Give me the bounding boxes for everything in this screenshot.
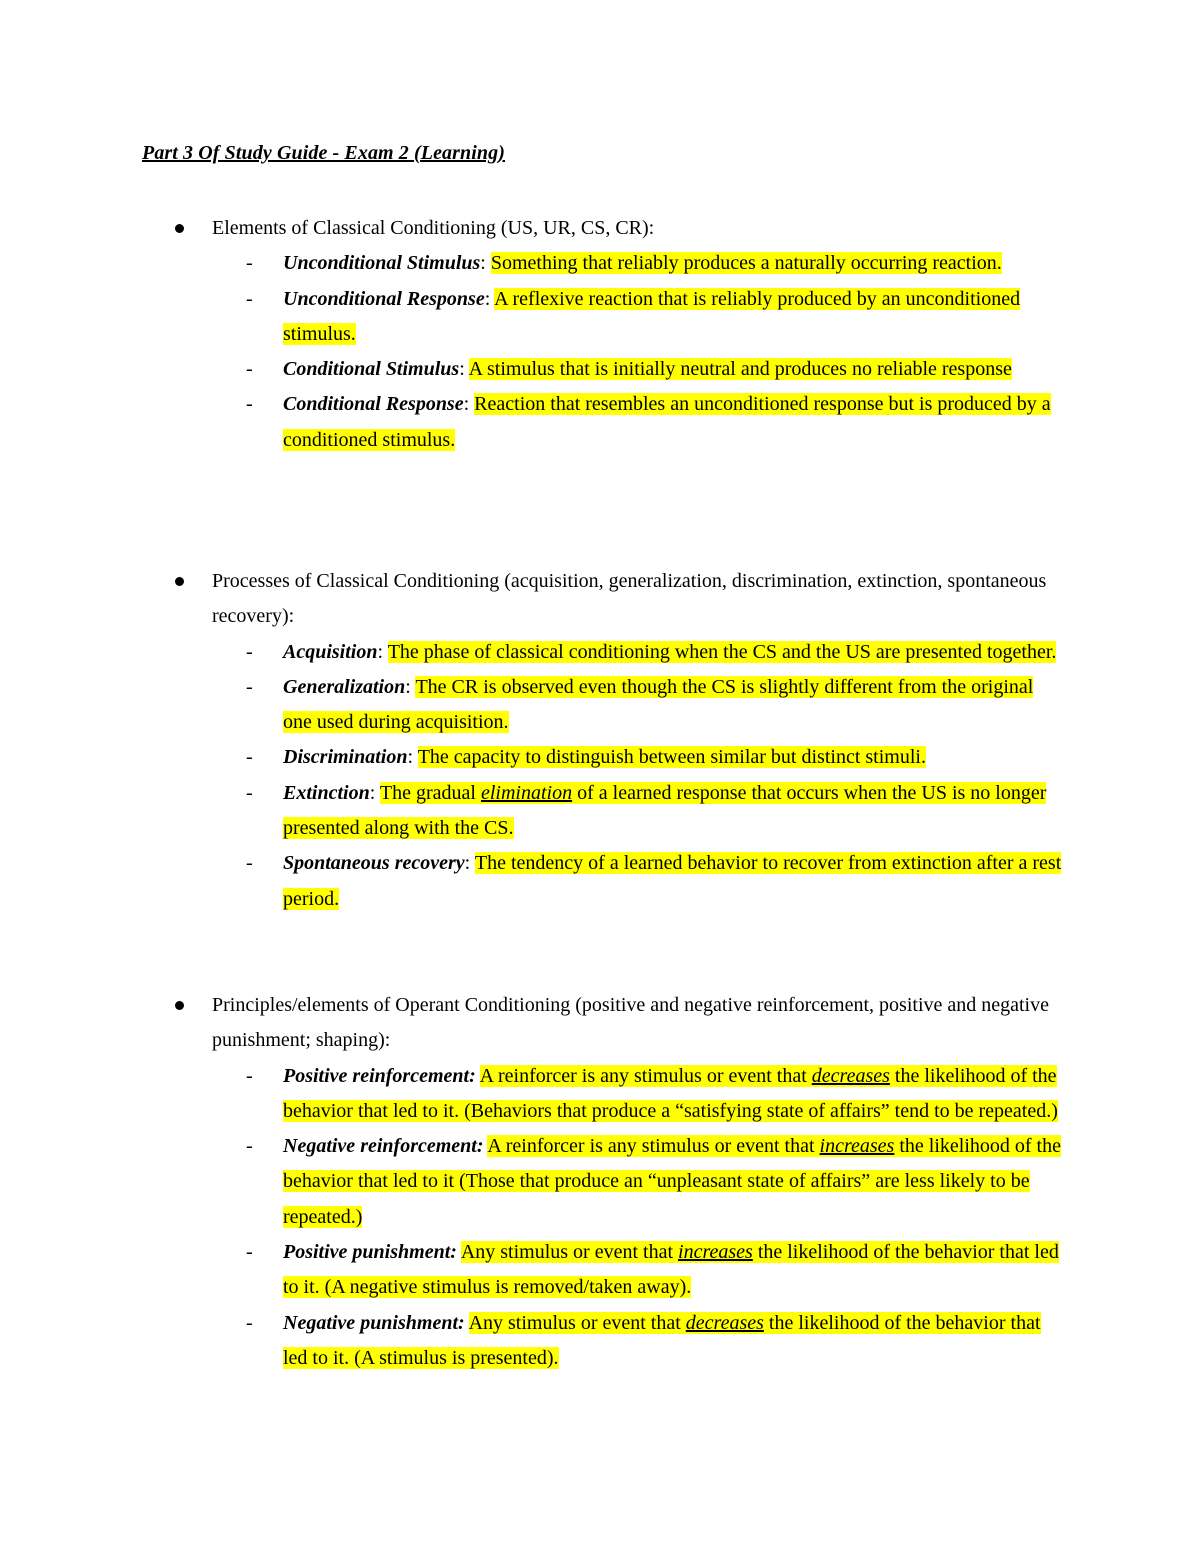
dash-icon: - [246, 287, 253, 310]
definition: The capacity to distinguish between similar but distinct stimuli. [417, 746, 926, 769]
definition-item [0, 740, 1200, 775]
definition-item [0, 1059, 1200, 1130]
bullet-icon [175, 1001, 184, 1010]
term-separator: : [464, 852, 475, 875]
section-classical-processes [0, 564, 1200, 917]
definition-item [0, 846, 1200, 917]
definition-list [0, 635, 1200, 917]
term: Generalization [283, 675, 406, 698]
page-title: Part 3 Of Study Guide - Exam 2 (Learning) [142, 142, 505, 164]
definition: A reinforcer is any stimulus or event that increases the likelihood of the behavior that led to it (Those that produce an “unpleasant state of affairs” are less likely to be repeated.) [283, 1135, 1061, 1228]
term-separator: : [484, 287, 495, 310]
term: Spontaneous recovery [283, 852, 465, 875]
term-separator: : [369, 781, 380, 804]
definition: A stimulus that is initially neutral and produces no reliable response [468, 358, 1012, 381]
section-heading: Elements of Classical Conditioning (US, UR, CS, CR): [212, 217, 655, 239]
definition-item [0, 352, 1200, 387]
definition-item [0, 246, 1200, 281]
dash-icon: - [246, 358, 253, 381]
definition-item [0, 1129, 1200, 1235]
bullet-item [0, 564, 1200, 635]
definition-item [0, 282, 1200, 353]
definition: The tendency of a learned behavior to recover from extinction after a rest period. [283, 852, 1062, 910]
term-separator: : [407, 746, 418, 769]
term-separator: : [405, 675, 416, 698]
term: Positive reinforcement: [283, 1064, 476, 1087]
definition-item [0, 635, 1200, 670]
bullet-icon [175, 224, 184, 233]
dash-icon: - [246, 1241, 253, 1264]
term: Conditional Response [283, 393, 464, 416]
definition: A reinforcer is any stimulus or event that decreases the likelihood of the behavior that led to it. (Behaviors that produce a “satisfying state of affairs” tend to be repeated.) [283, 1064, 1058, 1122]
term-separator: : [463, 393, 475, 416]
definition: Any stimulus or event that decreases the likelihood of the behavior that led to it. (A stimulus is presented). [283, 1311, 1041, 1369]
dash-icon: - [246, 746, 253, 769]
dash-icon: - [246, 1064, 253, 1087]
definition-item [0, 387, 1200, 458]
dash-icon: - [246, 640, 253, 663]
dash-icon: - [246, 675, 253, 698]
term: Conditional Stimulus [283, 358, 460, 381]
section-heading: Processes of Classical Conditioning (acquisition, generalization, discrimination, extinction, spontaneous recovery): [212, 570, 1047, 628]
definition-item [0, 670, 1200, 741]
term: Extinction [283, 781, 370, 804]
definition-list [0, 1059, 1200, 1377]
definition: The gradual elimination of a learned response that occurs when the US is no longer presented along with the CS. [283, 781, 1047, 840]
definition: The phase of classical conditioning when the CS and the US are presented together. [387, 640, 1057, 663]
term: Discrimination [283, 746, 408, 769]
term: Negative reinforcement: [283, 1135, 484, 1158]
term: Acquisition [283, 640, 378, 663]
term-separator: : [377, 640, 388, 663]
bullet-item [0, 211, 1200, 246]
term: Unconditional Response [283, 287, 485, 310]
bullet-icon [175, 577, 184, 586]
term: Negative punishment: [283, 1311, 465, 1334]
definition: A reflexive reaction that is reliably produced by an unconditioned stimulus. [283, 287, 1021, 345]
definition-item [0, 1235, 1200, 1306]
bullet-item [0, 988, 1200, 1059]
dash-icon: - [246, 1135, 253, 1158]
dash-icon: - [246, 252, 253, 275]
term: Unconditional Stimulus [283, 252, 481, 275]
dash-icon: - [246, 1311, 253, 1334]
dash-icon: - [246, 781, 253, 804]
definition-item [0, 1306, 1200, 1377]
term-separator: : [459, 358, 469, 381]
term: Positive punishment: [283, 1241, 457, 1264]
definition-list [0, 246, 1200, 458]
dash-icon: - [246, 393, 253, 416]
definition: Any stimulus or event that increases the likelihood of the behavior that led to it. (A negative stimulus is removed/taken away). [283, 1241, 1059, 1299]
section-operant-principles [0, 988, 1200, 1376]
definition: Something that reliably produces a naturally occurring reaction. [490, 252, 1002, 275]
section-heading: Principles/elements of Operant Conditioning (positive and negative reinforcement, positive and negative punishment; shaping): [212, 994, 1049, 1052]
term-separator: : [480, 252, 491, 275]
definition: Reaction that resembles an unconditioned response but is produced by a conditioned stimulus. [283, 393, 1051, 451]
definition-item [0, 776, 1200, 847]
dash-icon: - [246, 852, 253, 875]
definition: The CR is observed even though the CS is slightly different from the original one used during acquisition. [283, 675, 1034, 734]
section-classical-elements [0, 211, 1200, 458]
